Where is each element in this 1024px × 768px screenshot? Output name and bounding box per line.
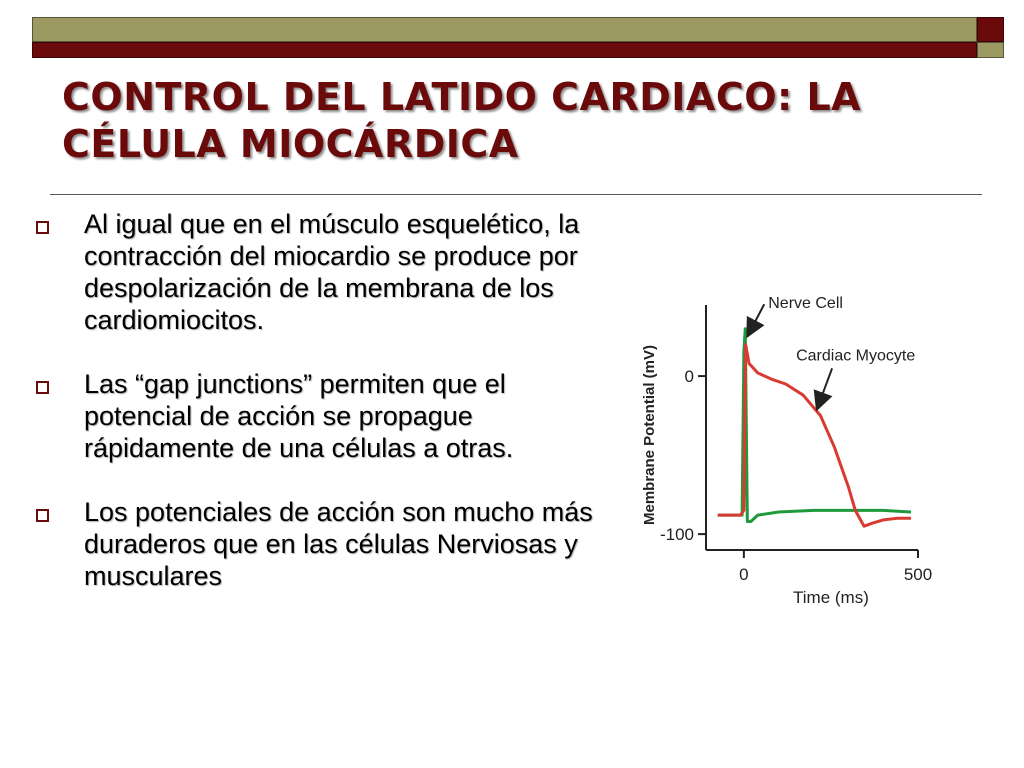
title-divider (50, 194, 982, 195)
bullet-item-1 (36, 208, 616, 336)
x-tick-label: 500 (903, 565, 933, 584)
bullet-text-3: Los potenciales de acción son mucho más duraderos que en las células Nerviosas y musculares (84, 497, 593, 591)
chart-axes (706, 305, 918, 550)
annotation-label: Nerve Cell (768, 295, 843, 313)
y-axis-label: Membrane Potential (mV) (641, 344, 658, 526)
slide-title: CONTROL DEL LATIDO CARDIACO: LA CÉLULA MIOCÁRDICA (62, 75, 862, 166)
bullet-list (36, 208, 616, 624)
square-bullet-icon (36, 221, 49, 234)
header-bar-olive (32, 17, 977, 42)
bullet-text-2: Las “gap junctions” permiten que el potencial de acción se propague rápidamente de una células a otras. (84, 369, 514, 463)
square-bullet-icon (36, 509, 49, 522)
y-tick-label: 0 (684, 367, 694, 387)
bullet-item-2 (36, 368, 616, 464)
bullet-text-1: Al igual que en el músculo esquelético, la contracción del miocardio se produce por despolarización de la membrana de los cardiomiocitos. (84, 209, 580, 335)
annotation-label: Cardiac Myocyte (796, 347, 916, 365)
header-bar-maroon (32, 42, 977, 58)
annotation-arrow-icon (818, 368, 833, 407)
header-square-olive (977, 42, 1004, 58)
square-bullet-icon (36, 381, 49, 394)
x-tick-label: 0 (739, 565, 749, 584)
annotation-arrow-icon (748, 304, 764, 335)
action-potential-chart (628, 285, 948, 615)
x-axis-label: Time (ms) (793, 588, 869, 607)
header-square-maroon (977, 17, 1004, 42)
y-tick-label: -100 (659, 525, 694, 545)
bullet-item-3 (36, 496, 616, 592)
